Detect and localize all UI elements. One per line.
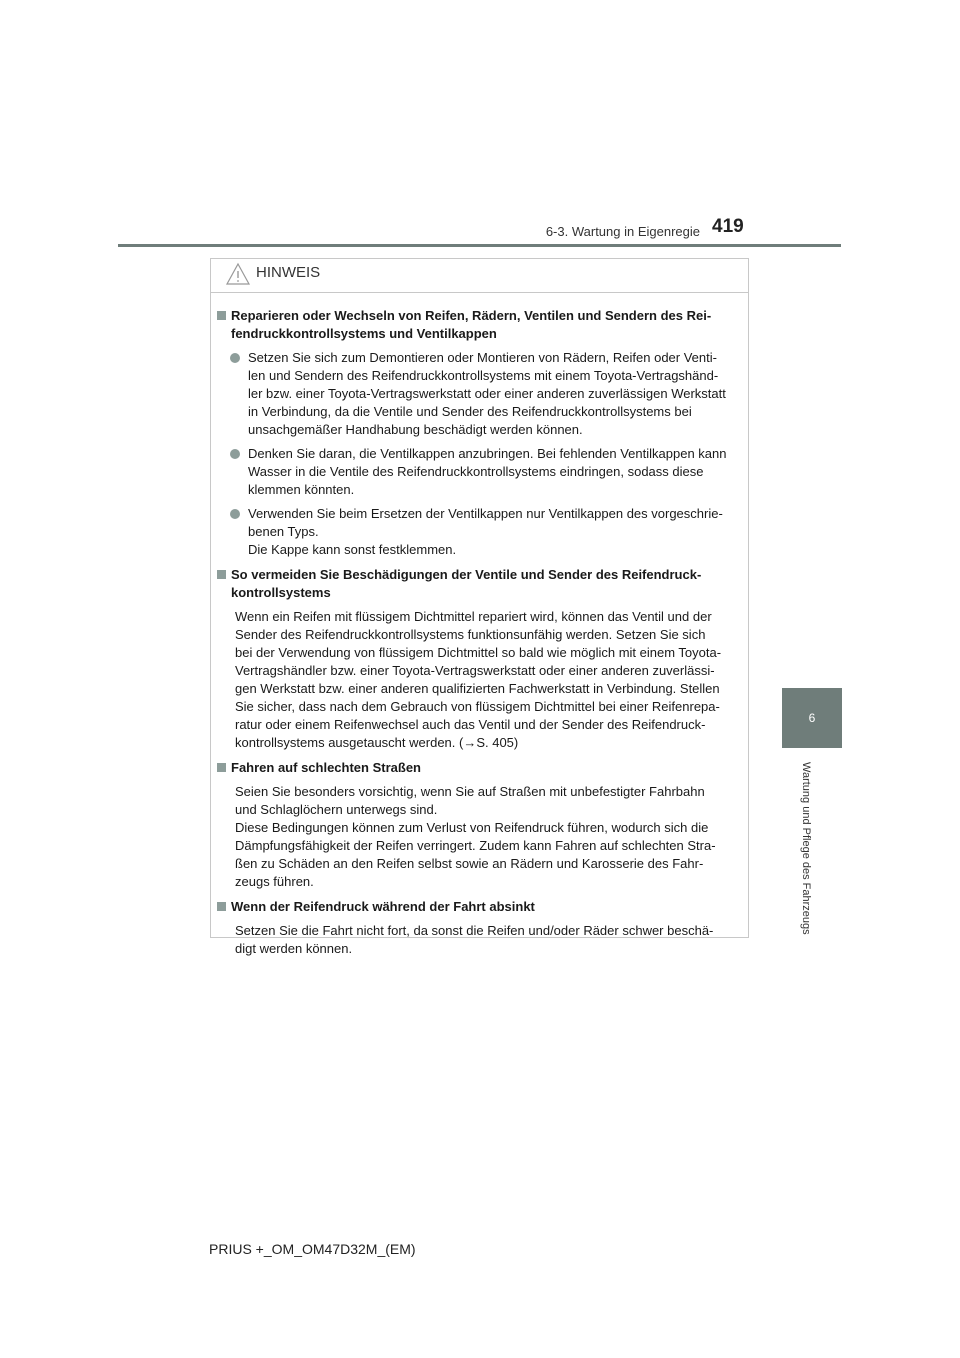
section-title: Reparieren oder Wechseln von Reifen, Rädern, Ventilen und Sendern des Rei- fendruckkontrollsystems und Ventilkappen bbox=[217, 307, 741, 343]
bullet-item: Verwenden Sie beim Ersetzen der Ventilkappen nur Ventilkappen des vorgeschrie- benen Typs. Die Kappe kann sonst festklemmen. bbox=[217, 505, 741, 559]
section-title: So vermeiden Sie Beschädigungen der Ventile und Sender des Reifendruck- kontrollsystems bbox=[217, 566, 741, 602]
round-bullet-icon bbox=[230, 509, 240, 519]
notice-header bbox=[211, 259, 748, 293]
section-paragraph: Setzen Sie die Fahrt nicht fort, da sonst die Reifen und/oder Räder schwer beschä- digt werden können. bbox=[235, 923, 714, 956]
square-bullet-icon bbox=[217, 763, 226, 772]
chapter-number: 6 bbox=[808, 711, 816, 725]
round-bullet-icon bbox=[230, 449, 240, 459]
page-number: 419 bbox=[712, 216, 744, 237]
section-header: 6-3. Wartung in Eigenregie bbox=[545, 224, 700, 239]
notice-section-bad-roads bbox=[217, 759, 741, 891]
chapter-tab bbox=[782, 688, 842, 748]
notice-body bbox=[211, 293, 748, 958]
square-bullet-icon bbox=[217, 902, 226, 911]
section-paragraph: Seien Sie besonders vorsichtig, wenn Sie auf Straßen mit unbefestigter Fahrbahn und Schlaglöchern unterwegs sind. Diese Bedingungen können zum Verlust von Reifendruck führen, wodurch sich die Dämpfungsfähigkeit der Reifen verringert. Zudem kann Fahren auf schlechten Stra- ßen zu Schäden an den Reifen selbst sowie an Rädern und Karosserie des Fahr- zeugs führen. bbox=[235, 784, 716, 889]
square-bullet-icon bbox=[217, 570, 226, 579]
notice-section-tire-repair bbox=[217, 307, 741, 559]
chapter-title: Wartung und Pflege des Fahrzeugs bbox=[800, 762, 812, 935]
bullet-item: Setzen Sie sich zum Demontieren oder Montieren von Rädern, Reifen oder Venti- len und Sendern des Reifendruckkontrollsystems mit einem Toyota-Vertragshänd- ler bzw. einer Toyota-Vertragswerkstatt oder einer anderen zuverlässigen Werkstatt in Verbindung, da die Ventile und Sender des Reifendruckkontrollsystems bei unsachgemäßer Handhabung beschädigt werden können. bbox=[217, 349, 741, 439]
notice-section-valve-damage bbox=[217, 566, 741, 752]
section-paragraph: Wenn ein Reifen mit flüssigem Dichtmittel repariert wird, können das Ventil und der Sender des Reifendruckkontrollsystems funktionsunfähig werden. Setzen Sie sich bei der Verwendung von flüssigem Dichtmittel so bald wie möglich mit einem Toyota- Vertragshändler bzw. einer Toyota-Vertragswerkstatt oder einer anderen zuverlässi- gen Werkstatt bzw. einer anderen qualifizierten Fachwerkstatt in Verbindung. Stellen Sie sicher, dass nach dem Gebrauch von flüssigem Dichtmittel bei einer Reifenrepa- ratur oder einem Reifenwechsel auch das Ventil und der Sender des Reifendruck- kontrollsystems ausgetauscht werden. (→S. 405) bbox=[235, 609, 722, 750]
notice-section-pressure-drop bbox=[217, 898, 741, 958]
round-bullet-icon bbox=[230, 353, 240, 363]
section-title: Wenn der Reifendruck während der Fahrt absinkt bbox=[217, 898, 741, 916]
notice-label: HINWEIS bbox=[256, 264, 321, 281]
square-bullet-icon bbox=[217, 311, 226, 320]
warning-triangle-icon bbox=[225, 262, 251, 291]
document-code: PRIUS +_OM_OM47D32M_(EM) bbox=[209, 1241, 416, 1257]
notice-box bbox=[210, 258, 749, 956]
section-title: Fahren auf schlechten Straßen bbox=[217, 759, 741, 777]
header-rule bbox=[118, 244, 841, 247]
bullet-item: Denken Sie daran, die Ventilkappen anzubringen. Bei fehlenden Ventilkappen kann Wasser in die Ventile des Reifendruckkontrollsystems eindringen, sodass diese klemmen könnten. bbox=[217, 445, 741, 499]
